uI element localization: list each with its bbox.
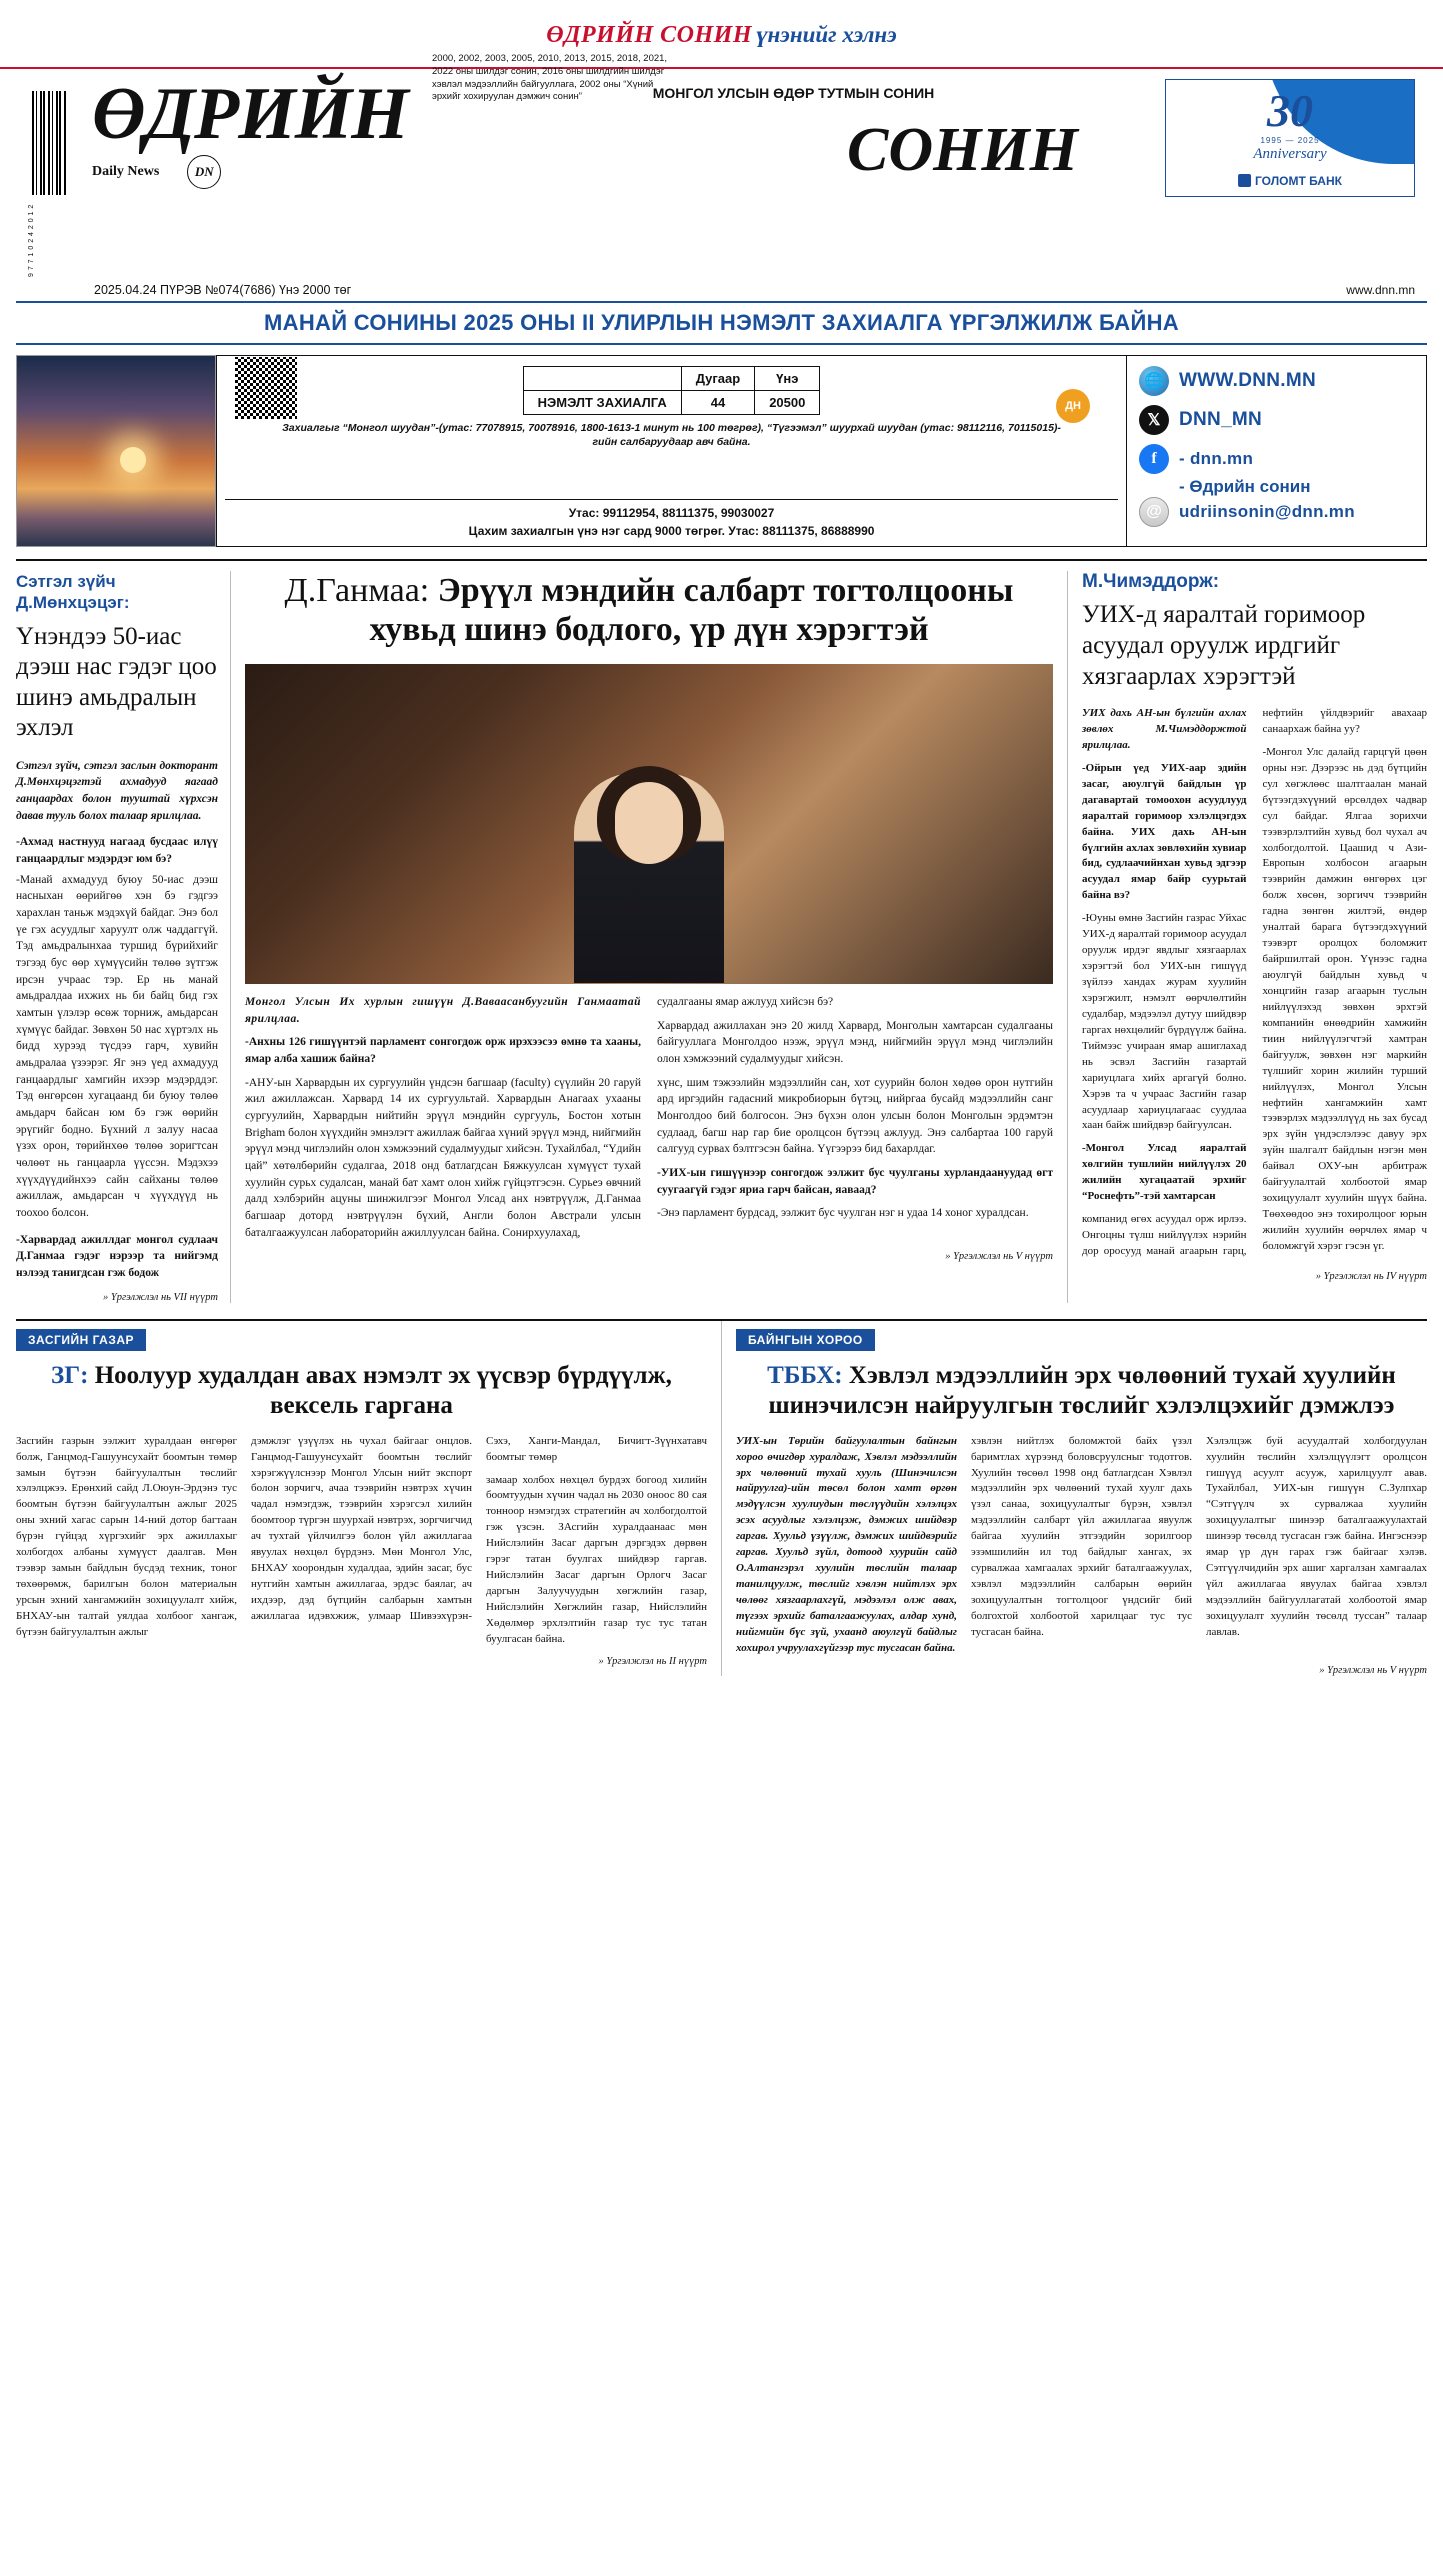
link-twitter[interactable]: [1139, 405, 1414, 435]
left-continuation[interactable]: » Үргэлжлэл нь VII нүүрт: [103, 1291, 218, 1303]
bottom-left-headline-tag: ЗГ:: [51, 1361, 89, 1389]
banner-title: ӨДРИЙН СОНИН: [546, 22, 753, 48]
contact-phones-2: Цахим захиалгын үнэ нэг сард 9000 төгрөг. Утас: 88111375, 86888990: [468, 524, 875, 538]
anniversary-number: 30: [1267, 85, 1313, 136]
website-url[interactable]: www.dnn.mn: [1346, 283, 1415, 297]
barcode-icon: [32, 91, 66, 195]
top-banner: [0, 0, 1443, 59]
right-kicker: М.Чимэддорж:: [1082, 571, 1220, 592]
bottom-right-para-2: хэвлэн нийтлэх боломжтой байх үзэл баримтлах хүрээнд боловсруулсныг тодотгов. Хуулийн төсөөл 1998 онд батлагдсан Хэвлэл мэдээллийн эрх чөлөөний тухай хуулг дахь үзэл санаа, зохицуулалтыг бүрэн, хэвлэл мэдээллийн салбарт үйл ажиллагаа явуулж байгаа хуулийн этгээдийн зорилгоор эзэмшилийн ил тод байдлыг хангах, эх сурвалжаа хамгаалах эрхийг баталгаажуулах, хэвлэл мэдээллийн салбарын өөрийн зохицуулалтын тогтолцоог үндсийг бий болгохтой холбоотой харилцааг тус тус тусгасан байна.: [971, 1434, 1192, 1638]
qr-code-icon: [235, 357, 297, 419]
col-number: Дугаар: [681, 367, 754, 391]
right-question-2: -Монгол Улсад яаралтай хөлгийн тушлийн нийлүүлэх 20 жилийн хугацаатай эрхийг “Роснефть”-тэй хамтарсан: [1082, 1142, 1247, 1203]
contact-phones-1: Утас: 99112954, 88111375, 99030027: [568, 506, 775, 520]
bottom-left-continuation[interactable]: » Үргэлжлэл нь II нүүрт: [598, 1655, 707, 1667]
interview-photo: [245, 664, 1053, 984]
bottom-right-para-1: УИХ-ын Төрийн байгуулалтын байнгын хороо өчигдөр хуралдаж, Хэвлэл мэдээллийн эрх чөлөөний тухай хууль (Шинэчилсэн найруулга)-ийн төсөл болон хамт өргөн мэдүүлсэн хуулиудын төслүүдийн хэлэлцэх эсэх асуудлыг хэлэлцэж, дэмжих шийдвэр гаргав. Хуульд үзүүлж, дэмжих шийдвэрийг гаргав. Хуульд зүйл, дотоод хуурийн сайд О.Алтангэрэл хуулийн төслийн талаар танилцуулж, төслийг хэвлэн нийтлэх эрх чөлөөг хязгаарлахгүй, мэдээлэл олж авах, түгээх эрхийг баталгаажуулах, алдар хунд, нийгмийн бүс зүй, ухаанд аюулгүй байдлыг хохирол учруулахгүйгээр тус тусгасан байна.: [736, 1434, 957, 1654]
right-continuation[interactable]: » Үргэлжлэл нь IV нүүрт: [1315, 1270, 1427, 1282]
center-text-3a: хүнс, шим тэжээлийн мэдээллийн сан, хот суурийн болон хөдөө орон нутгийн ард иргэдийн гадасний микробиорын бүтэц, нийргаа бусайд мэдээллийн санг Монголдоо бий болгосон. Энэ бүхэн олон улсын болон Монголын эрдэмтэн судлаад, багш нар гар бие оролцсон бүтээц ажлууд. Энэ салбартаа 100 гаруй салгууд сурвах бэлтгэсэн байна. Үүгээрээ бид бахарлдаг.: [657, 1076, 1053, 1156]
right-answer-2b: -Монгол Улс далайд гарцгүй цөөн орны нэг. Дээрээс нь дэд бүтцийн сул хөгжлөөс шалтгаалан манай бүтээгдэхүүний өрсөлдөх чадвар сул байдаг. Ялгаа зорихчи тээвэрлэлтийн хувьд бол чухал ач холбогдолтой. Цаашид ч Ази-Европын холбосон агаарын тээврийн дамжин өнгөрөх цэг болж хөсөн, зоргичч тээврийн гадна зөнгөн жилтэй, өндөр уналтай барага бүтээгдэхүүний тээвэрт оролцох боломжит байршилтай орон. Үүнээс гадна аюулгүй байдлын хувьд ч хонцгийн газар агаарын туслын нийлүүлэхэд зөвхөн эрхтэй компанийн өнөөдрийн хамжийн тиин нийлүүлэгчтэй хамтран байгуулж, зөвхөн нэг маркийн түлшийг хорин жилийн турший нийлүүлэх, Монгол Улсын нефтийн хангамжийн хамт тээвэрлэх мэдээллүүд нь зах бусад эрх зүйн үндэслэлээс давуу эрх зүйн шалгалт байдлын нэгэн мөн байвал ОХУ-ын арбитраж байгуулалтай холбоотой ямар зохицуулалт хуулийн шүүх байна. Төөхөөдоо энэ тохиролцоог юрын жилийн хуулийн өөрчлөх ямар ч боломжгүй хэрэг гэсэн үг.: [1262, 745, 1427, 1252]
paper-title: ӨДРИЙН: [92, 73, 408, 155]
issue-price: 20500: [755, 391, 820, 415]
golomt-bank-label: [1238, 174, 1342, 188]
center-article: [231, 571, 1067, 1303]
center-question-2: -УИХ-ын гишүүнээр сонгогдож ээлжит бус чуулганы хурландаануудад өгт суугаагүй гэдэг яриа гарч байсан, яаваад?: [657, 1166, 1053, 1196]
anniversary-logo: [1165, 79, 1415, 197]
golomt-mark-icon: [1238, 174, 1251, 187]
link-facebook-text: - dnn.mn: [1179, 449, 1254, 468]
center-headline-rest: Эрүүл мэндийн салбарт тогтолцооны хувьд шинэ бодлого, үр дүн хэрэгтэй: [369, 572, 1014, 649]
bottom-left-headline: [16, 1361, 707, 1422]
left-question-1: -Ахмад настнууд нагаад бусдаас илүү ганцаардлыг мэдэрдэг юм бэ?: [16, 836, 218, 865]
anniversary-years: 1995 — 2025: [1260, 136, 1320, 145]
main-content: [16, 559, 1427, 1303]
dateline-row: [0, 277, 1443, 301]
anniversary-word: Anniversary: [1253, 146, 1327, 162]
row-label: НЭМЭЛТ ЗАХИАЛГА: [523, 391, 681, 415]
right-headline: УИХ-д яаралтай горимоор асуудал оруулж ирдгийг хязгаарлах хэрэгтэй: [1082, 601, 1366, 690]
left-answer-1: -Манай ахмадууд буюу 50-иас дээш насныхан өөрийгөө хэн бэ гэдгээ харахлан таньж мэдэхүй байдаг. Энэ бол үе гэх асуудлыг харуулт олж чаддаггүй. Тэд амьдралынхаа туршид бүрийхийг тэгээд бус өөр хүмүүсийн төлөө зүтгэж ирсэн учраас тэр. Ер нь манай амьдралдаа ихжих нь би байц бид гэх хамтын үлэлэр өсөж торниж, амьдарсан хүмүүс байдаг. Зөвхөн 50 нас хүртэлх нь бидд хурээд түсдээ гарч, хувийн амьдралаа үзээрэг. Яг энэ үед ахмадууд ганцаардлыг хамгийн ихээр мэдэрддэг. Тэд өнгөрсөн хугацаанд би буюу төлөө амьдарч байсан юм бэ гэж өөрийн эрүгийг бодно. Бүхний л залуу насаа үзэх орон, төрийнхөө төлөө зоригтсан чөлөөт нь ганцаарла үүссэн. Мэдэхээ хүүхдүүдийнхээ сайн сайханы төлөө ажиллаж, амьдарсан ч хүүхдүүд нь тоохоо болсон.: [16, 873, 218, 1219]
sunset-photo: [16, 355, 216, 547]
bottom-left-article: [16, 1321, 722, 1676]
bottom-right-continuation[interactable]: » Үргэлжлэл нь V нүүрт: [1319, 1664, 1427, 1676]
bottom-left-para-1: Засгийн газрын ээлжит хуралдаан өнгөрөг болж, Ганцмод-Гашуунсухайт боомтын төмөр замын бүтээн байгуулалтын төслийг хэлэлцжээ. Ерөнхий сайд Л.Оюун-Эрдэнэ тус боомтын бүтээн байгуулалтын ажлыг 2025 оны эхний хагас сарын 14-ний дотор багтаан бүрэн гүйцэд хүргэхийг эрх ажиллахыг холбогдох албаны хүмүүст даалгав. Мөн тээвэр замын байдлын бусдэд техник, тоног төхөөрөмж, барилгын болон материалын урсын эхний хангамжийн зохицуулалт хийж, БНХАУ-ын талтай уялдаа холбоог хангаж, бүтээн байгуулалтын ажлыг: [16, 1434, 237, 1638]
paper-title-second: СОНИН: [847, 116, 1078, 184]
link-twitter-text: DNN_MN: [1179, 409, 1263, 430]
link-email-text: udriinsonin@dnn.mn: [1179, 502, 1355, 521]
left-headline: Үнэндээ 50-иас дээш нас гэдэг цоо шинэ амьдралын эхлэл: [16, 622, 217, 741]
link-email[interactable]: [1139, 497, 1414, 527]
subscription-details: [216, 355, 1127, 547]
center-columns: [245, 994, 1053, 1241]
sun-icon: [120, 447, 146, 473]
bottom-right-para-3: Хэлэлцэж буй асуудалтай холбогдуулан хуулийн төслийн хэлэлцүүлэгт оролцсон гишүүд асуулт асууж, харилцуулт авав. Тухайлбал, УИХ-ын гишүүн С.Зулпхар “Сэтгүүлч эх сурвалжаа хуулийн зохицуулалтыг шинээр баталгаажуулахтай шинээр төсөлд тусгасан гэж байна. Ингэснээр ямар үр дүн гарах гэж байгааг хэлэв. Сэтгүүлчидийн эрх ашиг харгалзан хамгаалах үйл ажиллагаа явуулах байгаа хэвлэл мэдээллийн байгууллагатай холбоотой ямар зохицуулалт хуулийн төсөлд туссан” талаар лавлав.: [1206, 1434, 1427, 1638]
dn-logo-icon: DN: [187, 155, 221, 189]
center-headline: [245, 571, 1053, 650]
right-answer-2a: компанид өгөх асуудал орж ирлээ. Онгоцны түлш нийлүүлэх нэрийн дор оросууд манай агаарын гарц, нефтийн үйлдвэрийг авахаар санаархаж байна уу?: [1082, 707, 1427, 1257]
center-text-2b: Харвардад ажиллахан энэ 20 жилд Харвард, Монголын хамтарсан судалгааны байгууллага Монголдоо нээж, эрүүл мэнд, нийгмийн эрүүл мэнд чиглэлийн олон хэмжээний судалмуудыг хийсэн.: [657, 1019, 1053, 1065]
col-blank: [523, 367, 681, 391]
partner-logo-icon: ДН: [1056, 389, 1090, 423]
bottom-section: [16, 1319, 1427, 1676]
right-columns: [1082, 706, 1427, 1261]
dailynews-row: [92, 155, 422, 189]
table-header-row: [523, 367, 820, 391]
barcode-block: [28, 79, 82, 277]
right-question-1: -Ойрын үед УИХ-аар эдийн засаг, аюулгүй байдлын үр дагавартай томоохон асуудлууд яаралтай горимоор хэлэлцэгдэх байна. УИХ дахь АН-ын бүлгийн ахлах зөвлөхийн хувиар бид, судлаачийнхан хувьд эдгээр асуудал ямар байр суурьтай байна вэ?: [1082, 761, 1247, 902]
left-kicker: Сэтгэл зүйч Д.Мөнхцэцэг:: [16, 572, 130, 613]
masthead-middle: [432, 53, 1155, 184]
x-twitter-icon: 𝕏: [1139, 405, 1169, 435]
right-article: [1067, 571, 1427, 1303]
subscription-note: Захиалгыг “Монгол шуудан”-(утас: 77078915, 70078916, 1800-1613-1 минут нь 100 төгрөг), “Түгээмэл” шуурхай шуудан (утас: 98112116, 70115015)-гийн салбаруудаар авч байна.: [282, 422, 1061, 449]
center-answer-2: -Энэ парламент бурдсад, ээлжит бус чуулган нэг н удаа 14 хоног хуралдсан.: [657, 1207, 1029, 1220]
left-intro: Сэтгэл зүйч, сэтгэл заслын докторант Д.Мөнхцэцэгтэй ахмадууд яагаад ганцаардах болон тууштай хүрхсэн давав тууль болох талаар ярилцлаа.: [16, 759, 218, 822]
bottom-left-columns: [16, 1434, 707, 1648]
subscription-banner: МАНАЙ СОНИНЫ 2025 ОНЫ II УЛИРЛЫН НЭМЭЛТ ЗАХИАЛГА ҮРГЭЛЖИЛЖ БАЙНА: [16, 301, 1427, 345]
left-article: [16, 571, 231, 1303]
daily-news-label: Daily News: [92, 164, 160, 180]
center-question-1: -Анхны 126 гишүүнтэй парламент сонгогдож орж ирэхээсээ өмнө та хааны, ямар алба хашиж байна?: [245, 1036, 641, 1065]
center-continuation[interactable]: » Үргэлжлэл нь V нүүрт: [945, 1251, 1053, 1263]
center-text-2a: судалгааны ямар ажлууд хийсэн бэ?: [657, 995, 834, 1008]
issue-date: 2025.04.24 ПҮРЭВ №074(7686) Үнэ 2000 төг: [94, 283, 352, 297]
link-facebook-sub: - Өдрийн сонин: [1179, 477, 1311, 496]
table-row: [523, 391, 820, 415]
golomt-bank-text: ГОЛОМТ БАНК: [1255, 174, 1342, 188]
bottom-right-article: [722, 1321, 1427, 1676]
section-tag-committee: БАЙНГЫН ХОРОО: [736, 1329, 875, 1351]
col-price: Үнэ: [755, 367, 820, 391]
right-intro: УИХ дахь АН-ын бүлгийн ахлах зөвлөх М.Чимэддоржтой ярилцлаа.: [1082, 707, 1247, 751]
barcode-number: 9 7 7 1 0 2 4 2 0 1 2: [28, 204, 35, 277]
facebook-icon: f: [1139, 444, 1169, 474]
subscription-ad-row: [16, 355, 1427, 547]
right-answer-1: -Юуны өмнө Засгийн газрас Уйхас УИХ-д яаралтай горимоор асуудал оруулж ирдэг явдлыг хязгаарлах хэрэгтэй бол УИХ-ын гишүүд зүйлээ хандах журам хуулийн хэрэгжилт, нэмэлт өөрчлөлтийн судалбар, мэдээлэл дутуу шийдвэр гаргах нөхцөлийг бүрдүүлж байна. Тиймээс учираан ямар ашиглахад нь эсвэл Засгийн газартай хариуцлага хийх аргагүй болно. Хэрэв та ч учраас Засгийн газар асуудлаар хариуцлагаас суудлаа хаан байж шийдвэр байгуулсан.: [1082, 912, 1247, 1132]
email-icon: @: [1139, 497, 1169, 527]
paper-subtitle: МОНГОЛ УЛСЫН ӨДӨР ТУТМЫН СОНИН: [652, 85, 935, 101]
price-table: [523, 366, 821, 415]
title-block: [92, 73, 422, 189]
globe-icon: 🌐: [1139, 366, 1169, 396]
social-links: [1127, 355, 1427, 547]
center-answer-1: -АНУ-ын Харвардын их сургуулийн үндсэн багшаар (faculty) сүүлийн 20 гаруй жил ажиллажсан. Харвард 14 их сургуультай. Харвардын Анагаах ухааны сургуулийн, Харвардын нийтийн эрүүл мэндийн сургууль, Бостон хотын Brigham болон хүүхдийн эмнэлэгт ажиллаж байгаа хүний эрүүл мэнд, нийгмийн эрүүл мэнд чиглэлийн олон хэмжээний судалмуудыг хийсэн. Тухайлбал, “Үдийн цай” хөтөлбөрийн судалгаа, 2018 онд батлагдсан Бяжкуулсан хүмүүст тухай хуулийн сурьх судалсан, манай бат хамт олон хийж гүйцэтгэсэн. Сурьеэ өвчний далд хэлбэрийн ацуны шинжилгээг Монгол Улсад анх нэвтрүүлж, Д.Ганмаа багшаар доторд нэвтрүүлэн бүхий, Англи болон Австрали улсын баталгаажуулсан лабораторийн ажиллуулсан байна. Сонирхуулахад,: [245, 1076, 641, 1239]
bottom-right-columns: [736, 1434, 1427, 1657]
contact-block: [225, 499, 1118, 540]
photo-caption: Монгол Улсын Их хурлын гишүүн Д.Ваваасанбуугийн Ганмаатай ярилцлаа.: [245, 995, 641, 1025]
bottom-right-headline-rest: Хэвлэл мэдээллийн эрх чөлөөний тухай хуулийн шинэчилсэн найруулгын төслийг хэлэлцэхийг дэмжлээ: [768, 1361, 1396, 1420]
face-shape: [615, 782, 683, 864]
center-headline-name: Д.Ганмаа:: [284, 572, 430, 609]
link-website[interactable]: [1139, 366, 1414, 396]
link-facebook[interactable]: [1139, 444, 1414, 474]
awards-text: 2000, 2002, 2003, 2005, 2010, 2013, 2015, 2018, 2021, 2022 оны шилдэг сонин, 2016 оны шилдгийн шилдэг хэвлэл мэдээллийн байгууллага, 2002 оны “Хүний эрхийг хохируулан дэмжич сонин”: [432, 53, 668, 103]
masthead: [0, 53, 1443, 277]
left-question-2: -Харвардад ажиллдаг монгол судлаач Д.Ганмаа гэдэг нэрээр та нийгэмд нэлээд танигдсан гэж бодож: [16, 1233, 218, 1279]
bottom-left-para-2: дэмжлэг үзүүлэх нь чухал байгааг онцлов. Ганцмод-Гашуунсухайт боомтын төслийг хэрэгжүүлснээр Монгол Улсын нийт экспорт болон зорчигч, ачаа тээврийн нэвтрэх хүчин чадал нэмэгдэж, тээврийн хэрэгсэл хилийн боомтоор түргэн шуурхай нэвтрэх, зоргчигчид ач тухтай үйлчилгээ болон үйл ажиллагаа явуулах нөхцөл бүрдэнэ. Мөн Монгол Улс, БНХАУ хоорондын худалдаа, эдийн засаг, бус нутгийн хамтын ажиллагаа, эрдэс баялаг, ач ихдээр, дэд бүтцийн салбарын хамтын ажиллагаа идэвхжиж, улмаар Шивээхүрэн-Сэхэ, Ханги-Мандал, Бичигт-Зүүнхатавч боомтыг төмөр: [251, 1434, 707, 1622]
bottom-right-headline-tag: ТББХ:: [767, 1361, 843, 1389]
issue-count: 44: [681, 391, 754, 415]
banner-slogan: үнэнийг хэлнэ: [756, 22, 897, 47]
bottom-right-headline: [736, 1361, 1427, 1422]
section-tag-government: ЗАСГИЙН ГАЗАР: [16, 1329, 146, 1351]
link-website-text: WWW.DNN.MN: [1179, 370, 1317, 391]
bottom-left-para-3: замаар холбох нөхцөл бурдэх богоод хилийн боомтуудын хүчин чадал нь 2030 оноос 80 сая тонноор нэмэгдэх стратегийн ач холбогдолтой гэж үзсэн. ЗАсгийн хуралдаанаас мөн Нийслэлийн Засаг даргын дэргэдэх дөрвөн гэрэг татан буулгах шийдвэр гаргав. Нийслэлийн Засаг даргын Орлогч Засаг даргын Залуучуудын хөгжлийн газар, Нийслэлийн Хөгжлийн газар, Нийслэлийн Хөдөлмөр эрхлэлтийн газар тус тус татан буулгасан байна.: [486, 1473, 707, 1645]
bottom-left-headline-rest: Ноолуур худалдан авах нэмэлт эх үүсвэр бүрдүүлж, вексель гаргана: [94, 1361, 672, 1420]
